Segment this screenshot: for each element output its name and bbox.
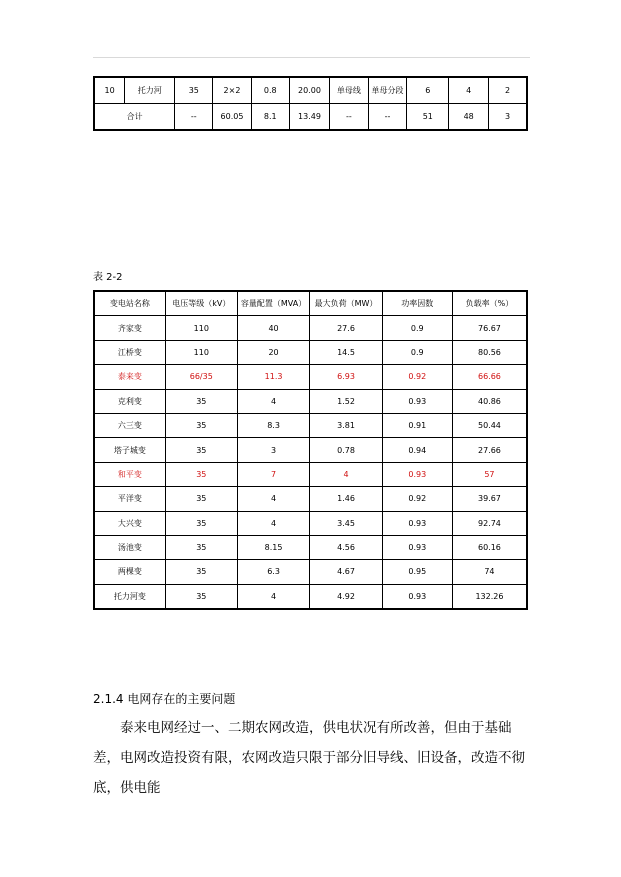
table-cell: 74 [452,560,527,584]
substation-summary-table [93,76,528,131]
table-header-row [94,291,527,316]
table-row [94,560,527,584]
table-cell: 35 [175,77,213,104]
table-cell: 3 [237,438,310,462]
table-row [94,438,527,462]
table-cell: 0.93 [382,389,452,413]
table-row [94,487,527,511]
table-cell: 27.66 [452,438,527,462]
table-cell: 48 [449,104,489,131]
substation-name-cell: 六三变 [94,413,165,437]
column-header: 变电站名称 [94,291,165,316]
table-row [94,511,527,535]
table-cell: 0.93 [382,462,452,486]
substation-name-cell: 齐家变 [94,316,165,340]
table-row [94,77,527,104]
table-cell: 单母分段 [368,77,407,104]
table-caption: 表 2-2 [93,272,123,283]
table-cell: 0.91 [382,413,452,437]
table-cell: 4.56 [310,535,382,559]
total-label-cell: 合计 [94,104,175,131]
table-row [94,104,527,131]
table-row [94,389,527,413]
table-cell: 0.93 [382,535,452,559]
table-cell: 35 [165,487,237,511]
table-cell: 4 [310,462,382,486]
table-cell: 4 [237,511,310,535]
substation-name-cell: 托力河变 [94,584,165,609]
table-cell: 50.44 [452,413,527,437]
table-cell: 1.52 [310,389,382,413]
table-cell: 66/35 [165,365,237,389]
table-cell: 60.16 [452,535,527,559]
table-cell: -- [330,104,368,131]
substation-name-cell: 汤池变 [94,535,165,559]
table-cell: 51 [407,104,449,131]
table-cell: 0.9 [382,316,452,340]
table-row [94,413,527,437]
substation-name-cell: 平洋变 [94,487,165,511]
table-cell: 40.86 [452,389,527,413]
table-cell: 35 [165,584,237,609]
column-header: 最大负荷（MW） [310,291,382,316]
table-row [94,316,527,340]
substation-name-cell: 泰来变 [94,365,165,389]
substation-name-cell: 大兴变 [94,511,165,535]
table-cell: 92.74 [452,511,527,535]
table-cell: 76.67 [452,316,527,340]
table-cell: 3.45 [310,511,382,535]
table-cell: 11.3 [237,365,310,389]
table-cell: 80.56 [452,340,527,364]
substation-name-cell: 和平变 [94,462,165,486]
table-cell: 14.5 [310,340,382,364]
table-cell: 8.3 [237,413,310,437]
table-cell: -- [175,104,213,131]
table-row [94,365,527,389]
table-cell: 托力河 [125,77,175,104]
table-cell: 3.81 [310,413,382,437]
table-cell: 13.49 [289,104,329,131]
table-cell: 60.05 [213,104,251,131]
table-cell: 39.67 [452,487,527,511]
table-cell: 8.15 [237,535,310,559]
column-header: 电压等级（kV） [165,291,237,316]
column-header: 功率因数 [382,291,452,316]
table-cell: 0.94 [382,438,452,462]
table-cell: 35 [165,535,237,559]
table-cell: 35 [165,413,237,437]
table-row [94,462,527,486]
column-header: 容量配置（MVA） [237,291,310,316]
table-cell: 10 [94,77,125,104]
table-cell: 0.92 [382,487,452,511]
table-cell: 35 [165,511,237,535]
table-cell: 0.9 [382,340,452,364]
page-header-rule [93,57,530,58]
substation-name-cell: 塔子城变 [94,438,165,462]
table-cell: 35 [165,462,237,486]
table-cell: 4.92 [310,584,382,609]
section-heading: 2.1.4 电网存在的主要问题 [93,692,236,706]
table-cell: 4 [237,389,310,413]
table-cell: 35 [165,560,237,584]
table-row [94,340,527,364]
table-cell: 4.67 [310,560,382,584]
table-cell: 4 [449,77,489,104]
table-cell: 2×2 [213,77,251,104]
substation-name-cell: 江桥变 [94,340,165,364]
table-cell: 0.8 [251,77,289,104]
table-cell: 0.93 [382,511,452,535]
table-cell: 27.6 [310,316,382,340]
table-cell: 35 [165,389,237,413]
table-cell: 8.1 [251,104,289,131]
substation-name-cell: 两棵变 [94,560,165,584]
table-cell: -- [368,104,407,131]
table-cell: 57 [452,462,527,486]
table-cell: 6.3 [237,560,310,584]
table-cell: 0.92 [382,365,452,389]
table-cell: 40 [237,316,310,340]
table-row [94,535,527,559]
table-cell: 单母线 [330,77,368,104]
table-cell: 0.93 [382,584,452,609]
table-cell: 132.26 [452,584,527,609]
table-cell: 3 [489,104,527,131]
table-cell: 6.93 [310,365,382,389]
table-cell: 6 [407,77,449,104]
table-cell: 0.95 [382,560,452,584]
table-cell: 66.66 [452,365,527,389]
body-paragraph: 泰来电网经过一、二期农网改造，供电状况有所改善，但由于基础差，电网改造投资有限，农网改造只限于部分旧导线、旧设备，改造不彻底，供电能 [93,720,525,796]
table-cell: 4 [237,584,310,609]
table-cell: 20.00 [289,77,329,104]
table-cell: 2 [489,77,527,104]
table-cell: 1.46 [310,487,382,511]
table-cell: 20 [237,340,310,364]
substation-load-table [93,290,528,610]
substation-name-cell: 克利变 [94,389,165,413]
table-cell: 35 [165,438,237,462]
table-cell: 110 [165,340,237,364]
table-cell: 110 [165,316,237,340]
table-row [94,584,527,609]
table-cell: 4 [237,487,310,511]
column-header: 负载率（%） [452,291,527,316]
table-cell: 0.78 [310,438,382,462]
table-cell: 7 [237,462,310,486]
